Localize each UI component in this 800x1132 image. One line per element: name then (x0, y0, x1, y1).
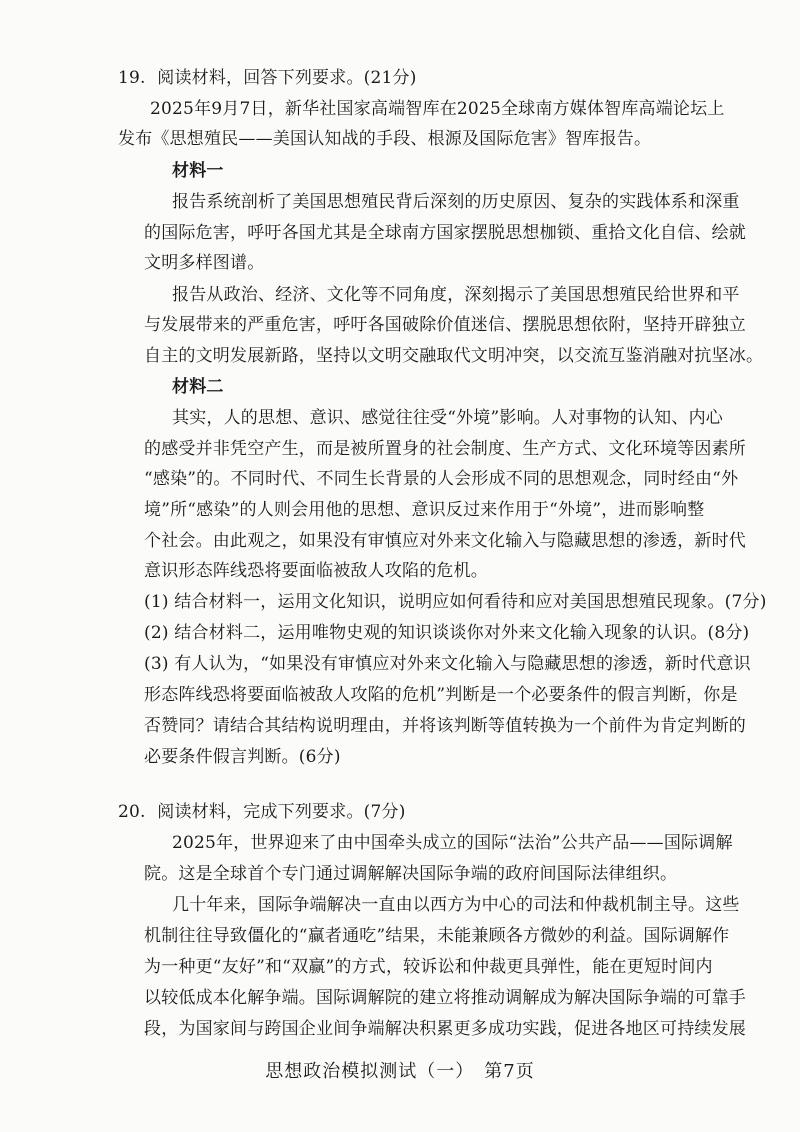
material-2-line: 境”所“感染”的人则会用他的思想、意识反过来作用于“外境”，进而影响整 (144, 500, 705, 520)
q19-sub-question-1: (1) 结合材料一，运用文化知识，说明应如何看待和应对美国思想殖民现象。(7分) (144, 592, 767, 612)
material-1-line: 自主的文明发展新路，坚持以文明交融取代文明冲突，以交流互鉴消融对抗坚冰。 (144, 346, 764, 366)
material-2-line: 意识形态阵线恐将要面临被敌人攻陷的危机。 (144, 561, 488, 581)
q19-number: 19. (118, 68, 146, 88)
q20-line: 2025年，世界迎来了由中国牵头成立的国际“法治”公共产品——国际调解 (172, 833, 733, 853)
q19-sub-question-3-cont: 必要条件假言判断。(6分) (144, 747, 341, 767)
q19-sub-question-3-cont: 否赞同？请结合其结构说明理由，并将该判断等值转换为一个前件为肯定判断的 (144, 716, 746, 736)
material-1-line: 的国际危害，呼吁各国尤其是全球南方国家摆脱思想枷锁、重拾文化自信、绘就 (144, 223, 746, 243)
q19-sub-question-3-cont: 形态阵线恐将要面临被敌人攻陷的危机”判断是一个必要条件的假言判断，你是 (144, 685, 738, 705)
q20-line: 机制往往导致僵化的“赢者通吃”结果，未能兼顾各方微妙的利益。国际调解作 (144, 926, 730, 946)
q20-line: 院。这是全球首个专门通过调解解决国际争端的政府间国际法律组织。 (144, 864, 678, 884)
q19-sub-question-3: (3) 有人认为，“如果没有审慎应对外来文化输入与隐藏思想的渗透，新时代意识 (144, 654, 751, 674)
material-1-line: 与发展带来的严重危害，呼吁各国破除价值迷信、摆脱思想依附，坚持开辟独立 (144, 315, 746, 335)
q19-header (118, 66, 417, 90)
q20-head: 阅读材料，完成下列要求。(7分) (157, 802, 406, 822)
q19-intro-line: 2025年9月7日，新华社国家高端智库在2025全球南方媒体智库高端论坛上 (150, 99, 725, 119)
material-2-title: 材料二 (172, 377, 224, 397)
material-2-line: “感染”的。不同时代、不同生长背景的人会形成不同的思想观念，同时经由“外 (144, 469, 739, 489)
material-2-line: 的感受并非凭空产生，而是被所置身的社会制度、生产方式、文化环境等因素所 (144, 439, 746, 459)
material-1-title: 材料一 (172, 161, 224, 181)
material-2-line: 个社会。由此观之，如果没有审慎应对外来文化输入与隐藏思想的渗透，新时代 (144, 531, 746, 551)
material-2-line: 其实，人的思想、意识、感觉往往受“外境”影响。人对事物的认知、内心 (172, 408, 723, 428)
material-1-line: 报告系统剖析了美国思想殖民背后深刻的历史原因、复杂的实践体系和深重 (172, 192, 740, 212)
q19-head: 阅读材料，回答下列要求。(21分) (157, 68, 417, 88)
q20-line: 段，为国家间与跨国企业间争端解决积累更多成功实践，促进各地区可持续发展 (144, 1019, 746, 1039)
q19-intro-line: 发布《思想殖民——美国认知战的手段、根源及国际危害》智库报告。 (118, 129, 652, 149)
q19-sub-question-2: (2) 结合材料二，运用唯物史观的知识谈谈你对外来文化输入现象的认识。(8分) (144, 623, 750, 643)
q20-line: 以较低成本化解争端。国际调解院的建立将推动调解成为解决国际争端的可靠手 (144, 988, 746, 1008)
material-1-line: 报告从政治、经济、文化等不同角度，深刻揭示了美国思想殖民给世界和平 (172, 285, 740, 305)
material-1-line: 文明多样图谱。 (144, 253, 265, 273)
q20-line: 几十年来，国际争端解决一直由以西方为中心的司法和仲裁机制主导。这些 (172, 895, 740, 915)
q20-header (118, 800, 406, 824)
page-footer: 思想政治模拟测试（一） 第7页 (265, 1061, 535, 1082)
q20-line: 为一种更“友好”和“双赢”的方式，较诉讼和仲裁更具弹性，能在更短时间内 (144, 957, 713, 977)
q20-number: 20. (118, 802, 146, 822)
